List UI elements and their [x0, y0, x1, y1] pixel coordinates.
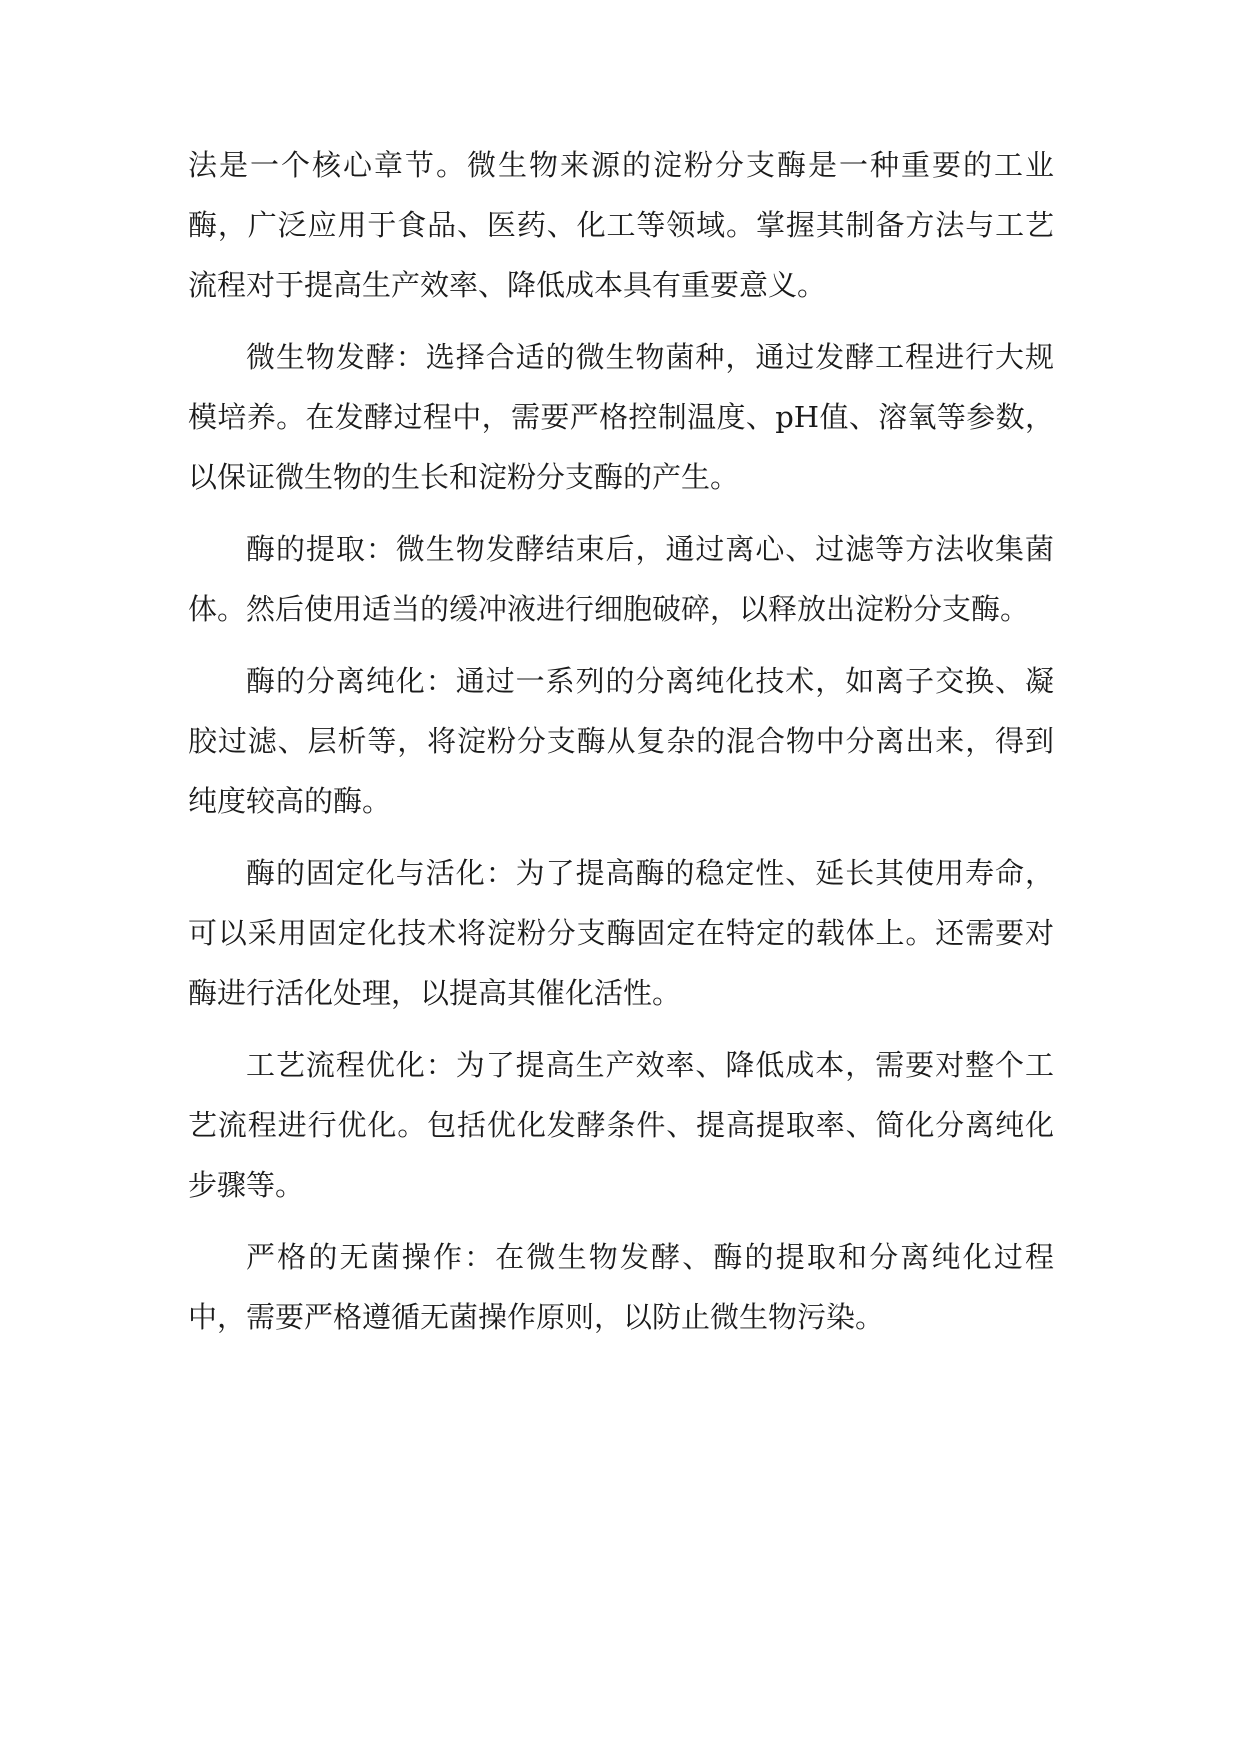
paragraph-immobilization-activation: 酶的固定化与活化：为了提高酶的稳定性、延长其使用寿命，可以采用固定化技术将淀粉分支酶固定在特定的载体上。还需要对酶进行活化处理，以提高其催化活性。 [188, 856, 1054, 1010]
paragraph-enzyme-extraction: 酶的提取：微生物发酵结束后，通过离心、过滤等方法收集菌体。然后使用适当的缓冲液进行细胞破碎，以释放出淀粉分支酶。 [188, 532, 1054, 626]
paragraph-process-optimization: 工艺流程优化：为了提高生产效率、降低成本，需要对整个工艺流程进行优化。包括优化发酵条件、提高提取率、简化分离纯化步骤等。 [188, 1048, 1054, 1202]
paragraph-intro-continuation: 法是一个核心章节。微生物来源的淀粉分支酶是一种重要的工业酶，广泛应用于食品、医药、化工等领域。掌握其制备方法与工艺流程对于提高生产效率、降低成本具有重要意义。 [188, 148, 1054, 302]
paragraph-separation-purification: 酶的分离纯化：通过一系列的分离纯化技术，如离子交换、凝胶过滤、层析等，将淀粉分支酶从复杂的混合物中分离出来，得到纯度较高的酶。 [188, 664, 1054, 818]
paragraph-aseptic-operation: 严格的无菌操作：在微生物发酵、酶的提取和分离纯化过程中，需要严格遵循无菌操作原则，以防止微生物污染。 [188, 1240, 1054, 1334]
document-body [188, 135, 1054, 1359]
paragraph-microbial-fermentation: 微生物发酵：选择合适的微生物菌种，通过发酵工程进行大规模培养。在发酵过程中，需要严格控制温度、pH值、溶氧等参数，以保证微生物的生长和淀粉分支酶的产生。 [188, 340, 1054, 494]
